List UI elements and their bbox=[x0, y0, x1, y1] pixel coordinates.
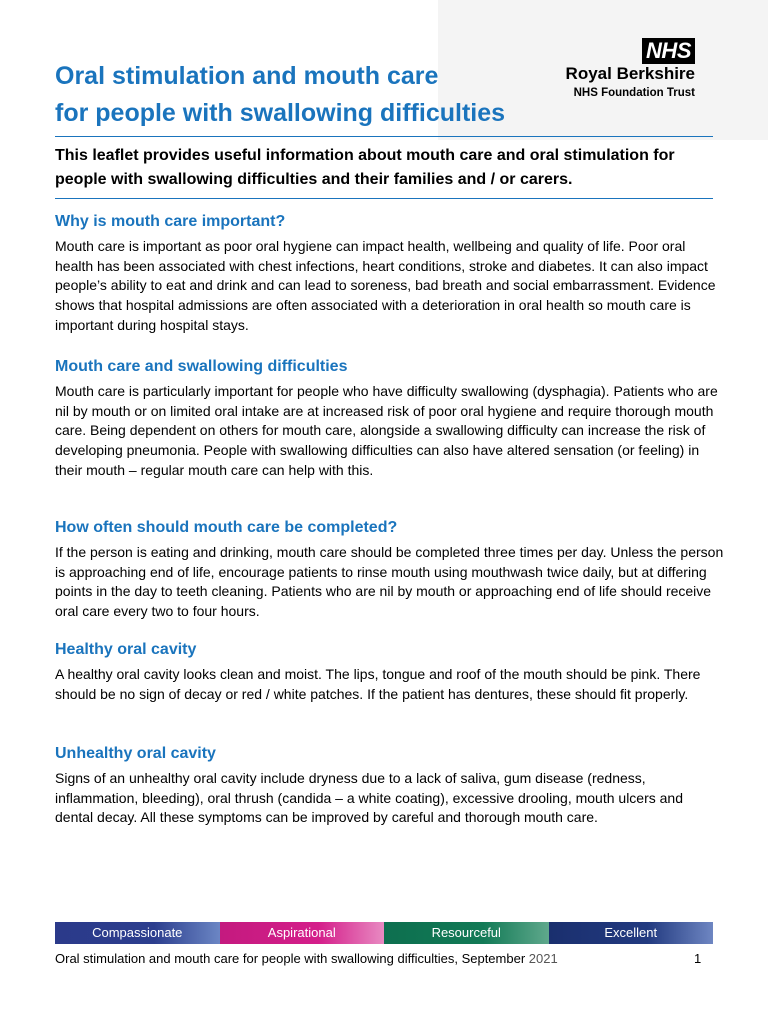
trust-name: Royal Berkshire bbox=[565, 64, 695, 83]
section-body: If the person is eating and drinking, mouth care should be completed three times per day. Unless the person is approaching end of life, encourage patients to rinse mouth using mouthwash twice daily, but at differing points in the day to teeth cleaning. Patients who are nil by mouth or approaching end of life should receive oral care every two to four hours. bbox=[55, 544, 724, 620]
section-heading: How often should mouth care be completed? bbox=[55, 519, 398, 536]
page-number: 1 bbox=[694, 951, 702, 966]
section-heading: Why is mouth care important? bbox=[55, 213, 286, 230]
title-line-2: for people with swallowing difficulties bbox=[55, 99, 506, 127]
intro-text: This leaflet provides useful information about mouth care and oral stimulation for people with swallowing difficulties and their families and / or carers. bbox=[55, 147, 675, 188]
trust-subtitle: NHS Foundation Trust bbox=[573, 87, 695, 99]
trust-values-bar bbox=[55, 922, 713, 944]
value-aspirational: Aspirational bbox=[220, 922, 385, 944]
section-body: A healthy oral cavity looks clean and moist. The lips, tongue and roof of the mouth should be pink. There should be no sign of decay or red / white patches. If the patient has dentures, these should fit properly. bbox=[55, 666, 701, 702]
section-heading: Healthy oral cavity bbox=[55, 641, 197, 658]
section-why-important bbox=[55, 210, 725, 336]
divider-intro bbox=[55, 198, 713, 199]
page-title bbox=[55, 58, 595, 132]
section-swallowing-difficulties bbox=[55, 355, 725, 481]
footer-year: 2021 bbox=[528, 951, 558, 966]
value-resourceful: Resourceful bbox=[384, 922, 549, 944]
section-body: Mouth care is important as poor oral hygiene can impact health, wellbeing and quality of life. Poor oral health has been associated with chest infections, heart conditions, stroke and diabetes. It can also impact people’s ability to eat and drink and can lead to soreness, bad breath and social embarrassment. Evidence shows that hospital admissions are often associated with a deterioration in oral health so mouth care is important during hospital stays. bbox=[55, 238, 716, 333]
section-heading: Mouth care and swallowing difficulties bbox=[55, 358, 348, 375]
value-compassionate: Compassionate bbox=[55, 922, 220, 944]
divider-top bbox=[55, 136, 713, 137]
footer-text bbox=[55, 950, 558, 968]
section-body: Mouth care is particularly important for people who have difficulty swallowing (dysphagia). Patients who are nil by mouth or on limited oral intake are at increased risk of poor oral hygiene and require thorough mouth care. Being dependent on others for mouth care, alongside a swallowing difficulty can increase the risk of developing pneumonia. People with swallowing difficulties can also have altered sensation (or feeling) in their mouth – regular mouth care can help with this. bbox=[55, 383, 718, 478]
section-how-often bbox=[55, 516, 725, 622]
footer-title: Oral stimulation and mouth care for people with swallowing difficulties, September bbox=[55, 951, 529, 966]
section-body: Signs of an unhealthy oral cavity include dryness due to a lack of saliva, gum disease (redness, inflammation, bleeding), oral thrush (candida – a white coating), excessive drooling, mouth ulcers and dental decay. All these symptoms can be improved by careful and thorough mouth care. bbox=[55, 770, 684, 826]
value-excellent: Excellent bbox=[549, 922, 714, 944]
nhs-trust-logo bbox=[565, 38, 735, 108]
section-healthy-oral-cavity bbox=[55, 638, 725, 704]
section-heading: Unhealthy oral cavity bbox=[55, 745, 216, 762]
section-unhealthy-oral-cavity bbox=[55, 742, 725, 828]
title-line-1: Oral stimulation and mouth care bbox=[55, 62, 439, 90]
nhs-badge: NHS bbox=[642, 38, 695, 64]
